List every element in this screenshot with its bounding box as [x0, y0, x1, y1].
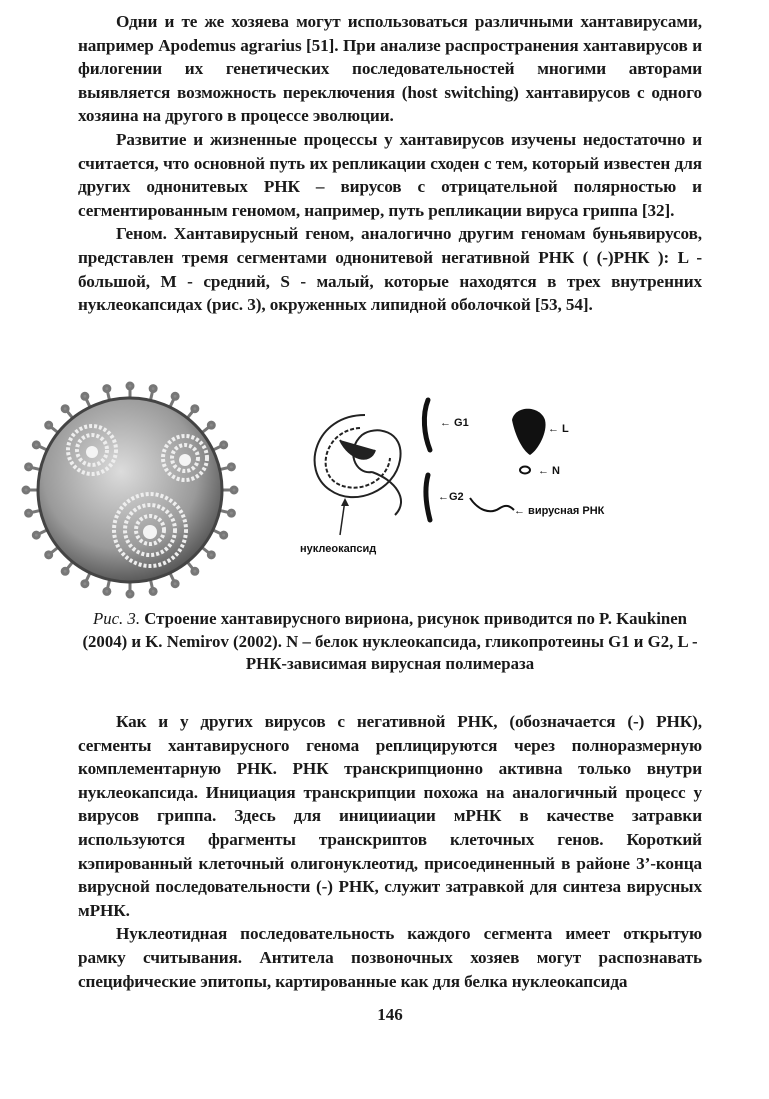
label-viral-rna: ← вирусная РНК: [514, 505, 605, 517]
paragraph-orf: Нуклеотидная последовательность каждого сегмента имеет открытую рамку считывания. Антитела позвоночных хозяев могут распознавать специфические эпитопы, картированные как для белка нуклеокапсида: [78, 924, 702, 991]
paragraph-negative-rna: Как и у других вирусов с негативной РНК, (обозначается (-) РНК), сегменты хантавирусного генома реплицируются через полноразмерную комплементарную РНК. РНК транскрипционно активна только внутри нуклеокапсида. Инициация транскрипции похожа на аналогичный процесс у вирусов гриппа. Здесь для иницииации мРНК в качестве затравки используются фрагменты транскриптов клеточных генов. Короткий кэпированный клеточный олигонуклеотид, присоединенный в районе 3’-конца вирусной последовательности (-) РНК, служит затравкой для синтеза вирусных мРНК.: [78, 712, 702, 920]
spike-head: [172, 393, 178, 399]
spike-head: [221, 442, 227, 448]
spike-head: [172, 581, 178, 587]
spike-head: [127, 383, 133, 389]
spike-head: [82, 581, 88, 587]
spike-head: [33, 532, 39, 538]
spike-head: [231, 487, 237, 493]
g1-glycoprotein: [424, 400, 430, 450]
paragraph-replication: Развитие и жизненные процессы у хантавирусов изучены недостаточно и считается, что основной путь их репликации сходен с тем, который известен для других однонитевых РНК – вирусов с отрицательной полярностью и сегментированным геномом, например, путь репликации вируса гриппа [32].: [78, 129, 702, 220]
l-polymerase: [512, 409, 546, 455]
figure-caption: [78, 608, 702, 676]
spike-head: [26, 510, 32, 516]
page-body-lower: [78, 710, 702, 993]
spike-head: [150, 588, 156, 594]
genome-text: Хантавирусный геном, аналогично другим геномам буньявирусов, представлен тремя сегментами однонитевой негативной РНК ( (-)РНК ): L - большой, M - средний, S - малый, которые находятся в трех внутренних нуклеокапсидах (рис. 3), окруженных липидной оболочкой [53, 54].: [78, 224, 702, 315]
spike-head: [104, 386, 110, 392]
paragraph-genome: [78, 222, 702, 316]
spike-head: [208, 552, 214, 558]
spike-head: [104, 588, 110, 594]
spike-head: [228, 464, 234, 470]
spike-head: [62, 406, 68, 412]
spike-head: [46, 422, 52, 428]
spike-head: [127, 591, 133, 597]
spike-head: [192, 406, 198, 412]
label-l: ← L: [548, 423, 569, 435]
spike-head: [33, 442, 39, 448]
n-protein: [520, 467, 530, 474]
spike-head: [82, 393, 88, 399]
nucleocapsid-schematic: [315, 415, 401, 515]
spike-head: [46, 552, 52, 558]
genome-lead: Геном.: [116, 224, 167, 244]
page-number: 146: [377, 1005, 403, 1024]
spike-head: [208, 422, 214, 428]
caption-lead: Рис. 3.: [92, 609, 141, 628]
spike-head: [221, 532, 227, 538]
label-n: ← N: [538, 465, 560, 477]
figure-virion: [0, 380, 624, 600]
g2-glycoprotein: [426, 475, 430, 520]
spike-head: [26, 464, 32, 470]
virion-diagram: [0, 380, 624, 600]
caption-text: Строение хантавирусного вириона, рисунок приводится по P. Kaukinen (2004) и K. Nemirov (2002). N – белок нуклеокапсида, гликопротеины G1 и G2, L - РНК-зависимая вирусная полимераза: [82, 609, 698, 673]
virion-sphere: [38, 398, 222, 582]
spike-head: [150, 386, 156, 392]
viral-rna: [470, 498, 514, 511]
spike-head: [23, 487, 29, 493]
spike-head: [228, 510, 234, 516]
label-nucleocapsid: нуклеокапсид: [300, 543, 377, 555]
spike-head: [192, 568, 198, 574]
label-g2: ←G2: [438, 491, 464, 503]
spike-head: [62, 568, 68, 574]
label-g1: ← G1: [440, 417, 469, 429]
paragraph-hosts: Одни и те же хозяева могут использоваться различными хантавирусами, например Apodemus agrarius [51]. При анализе распространения хантавирусов и филогении их генетических последовательностей многими авторами выявляется возможность переключения (host switching) хантавирусов с одного хозяина на другого в процессе эволюции.: [78, 12, 702, 126]
page-body: [78, 10, 702, 317]
